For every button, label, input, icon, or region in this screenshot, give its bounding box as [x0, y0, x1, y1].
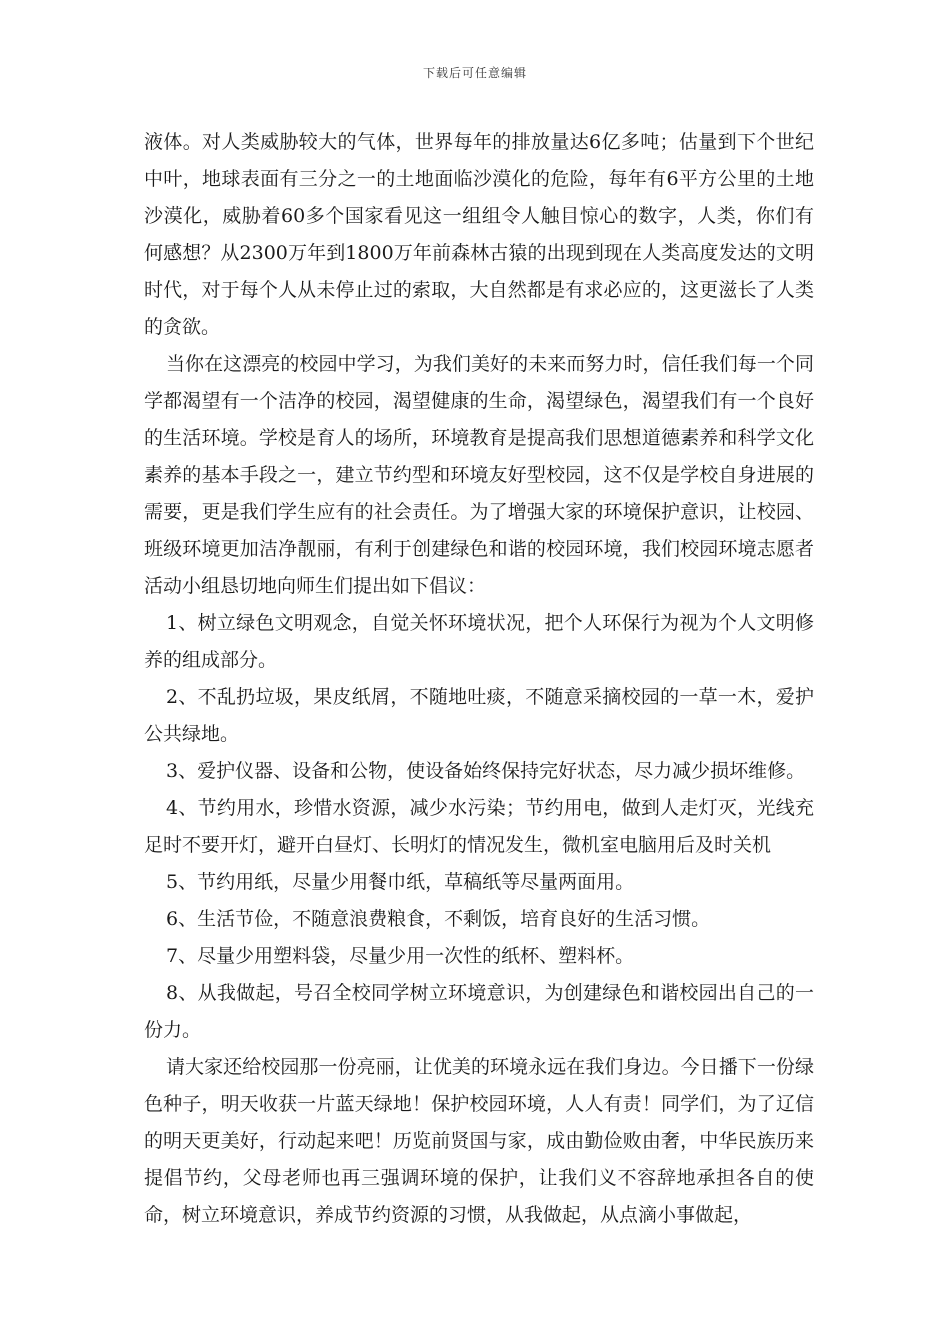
- paragraph-campus: 当你在这漂亮的校园中学习，为我们美好的未来而努力时，信任我们每一个同学都渴望有一个洁净的校园，渴望健康的生命，渴望绿色，渴望我们有一个良好的生活环境。学校是育人的场所，环境教育是提高我们思想道德素养和科学文化素养的基本手段之一，建立节约型和环境友好型校园，这不仅是学校自身进展的需要，更是我们学生应有的社会责任。为了增强大家的环境保护意识，让校园、班级环境更加洁净靓丽，有利于创建绿色和谐的校园环境，我们校园环境志愿者活动小组恳切地向师生们提出如下倡议：: [144, 353, 814, 597]
- proposal-item-5: 5、节约用纸，尽量少用餐巾纸，草稿纸等尽量两面用。: [166, 871, 635, 893]
- proposal-item-3: 3、爱护仪器、设备和公物，使设备始终保持完好状态，尽力减少损坏维修。: [166, 760, 806, 782]
- proposal-item-2: 2、不乱扔垃圾，果皮纸屑，不随地吐痰，不随意采摘校园的一草一木，爱护公共绿地。: [144, 686, 814, 745]
- proposal-item-7: 7、尽量少用塑料袋，尽量少用一次性的纸杯、塑料杯。: [166, 945, 635, 967]
- proposal-item-4: 4、节约用水，珍惜水资源，减少水污染；节约用电，做到人走灯灭，光线充足时不要开灯，避开白昼灯、长明灯的情况发生，微机室电脑用后及时关机: [144, 797, 814, 856]
- document-body: [144, 124, 814, 1234]
- proposal-item-8: 8、从我做起，号召全校同学树立环境意识，为创建绿色和谐校园出自己的一份力。: [144, 982, 814, 1041]
- paragraph-intro-continued: 液体。对人类威胁较大的气体，世界每年的排放量达6亿多吨；估量到下个世纪中叶，地球表面有三分之一的土地面临沙漠化的危险，每年有6平方公里的土地沙漠化，威胁着60多个国家看见这一组组令人触目惊心的数字，人类，你们有何感想？从2300万年到1800万年前森林古猿的出现到现在人类高度发达的文明时代，对于每个人从未停止过的索取，大自然都是有求必应的，这更滋长了人类的贪欲。: [144, 131, 814, 338]
- paragraph-closing: 请大家还给校园那一份亮丽，让优美的环境永远在我们身边。今日播下一份绿色种子，明天收获一片蓝天绿地！保护校园环境，人人有责！同学们，为了辽信的明天更美好，行动起来吧！历览前贤国与家，成由勤俭败由奢，中华民族历来提倡节约，父母老师也再三强调环境的保护，让我们义不容辞地承担各自的使命，树立环境意识，养成节约资源的习惯，从我做起，从点滴小事做起，: [144, 1056, 814, 1226]
- page-header: 下载后可任意编辑: [422, 66, 527, 80]
- proposal-item-6: 6、生活节俭，不随意浪费粮食，不剩饭，培育良好的生活习惯。: [166, 908, 711, 930]
- proposal-item-1: 1、树立绿色文明观念，自觉关怀环境状况，把个人环保行为视为个人文明修养的组成部分。: [144, 612, 814, 671]
